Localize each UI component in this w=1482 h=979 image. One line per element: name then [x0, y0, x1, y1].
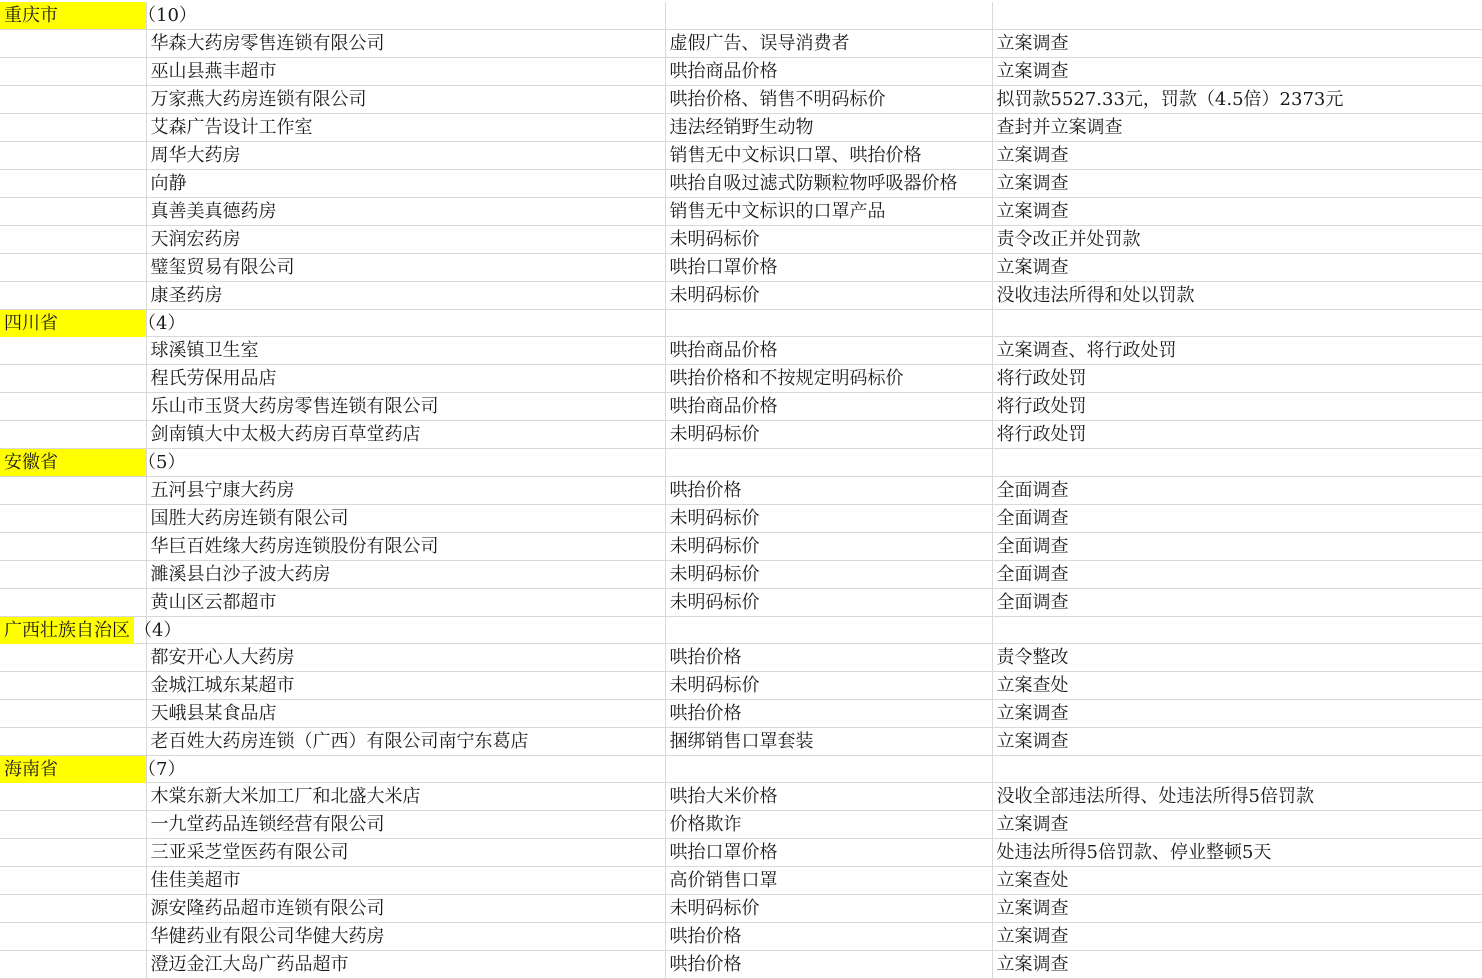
- violation-cell[interactable]: 虚假广告、误导消费者: [665, 29, 992, 57]
- empty-action-cell[interactable]: [992, 616, 1482, 643]
- empty-name-cell[interactable]: [146, 309, 665, 336]
- empty-province-cell[interactable]: [0, 532, 146, 560]
- province-header-row: [0, 449, 1482, 476]
- empty-name-cell[interactable]: [146, 756, 665, 783]
- violation-cell[interactable]: 未明码标价: [665, 421, 992, 449]
- empty-province-cell[interactable]: [0, 867, 146, 895]
- empty-province-cell[interactable]: [0, 337, 146, 365]
- empty-violation-cell[interactable]: [665, 2, 992, 29]
- empty-name-cell[interactable]: [146, 2, 665, 29]
- empty-province-cell[interactable]: [0, 672, 146, 700]
- violation-cell[interactable]: 未明码标价: [665, 532, 992, 560]
- violation-cell[interactable]: 哄抬价格: [665, 476, 992, 504]
- business-name-cell[interactable]: 澄迈金江大岛广药品超市: [146, 951, 665, 979]
- empty-province-cell[interactable]: [0, 253, 146, 281]
- province-count: （7）: [138, 759, 186, 781]
- empty-province-cell[interactable]: [0, 113, 146, 141]
- province-count: （4）: [138, 312, 186, 334]
- province-cell[interactable]: [0, 756, 186, 783]
- empty-province-cell[interactable]: [0, 588, 146, 616]
- violation-cell[interactable]: 未明码标价: [665, 895, 992, 923]
- business-name-cell[interactable]: 源安隆药品超市连锁有限公司: [146, 895, 665, 923]
- table-row: [0, 728, 1482, 756]
- action-cell[interactable]: 全面调查: [992, 532, 1482, 560]
- violation-cell[interactable]: 价格欺诈: [665, 811, 992, 839]
- action-cell[interactable]: 立案调查: [992, 811, 1482, 839]
- empty-province-cell[interactable]: [0, 951, 146, 979]
- violation-cell[interactable]: 哄抬口罩价格: [665, 253, 992, 281]
- table-row: [0, 783, 1482, 811]
- table-row: [0, 560, 1482, 588]
- province-cell[interactable]: [0, 449, 186, 476]
- violation-cell[interactable]: 哄抬大米价格: [665, 783, 992, 811]
- business-name-cell[interactable]: 周华大药房: [146, 141, 665, 169]
- business-name-cell[interactable]: 天峨县某食品店: [146, 700, 665, 728]
- action-cell[interactable]: 立案调查: [992, 700, 1482, 728]
- action-cell[interactable]: 立案调查: [992, 141, 1482, 169]
- empty-province-cell[interactable]: [0, 811, 146, 839]
- province-label: [0, 756, 186, 783]
- empty-province-cell[interactable]: [0, 476, 146, 504]
- empty-province-cell[interactable]: [0, 728, 146, 756]
- business-name-cell[interactable]: 老百姓大药房连锁（广西）有限公司南宁东葛店: [146, 728, 665, 756]
- table-row: [0, 337, 1482, 365]
- violation-cell[interactable]: 哄抬商品价格: [665, 337, 992, 365]
- violation-cell[interactable]: 哄抬价格: [665, 644, 992, 672]
- violation-cell[interactable]: 哄抬商品价格: [665, 393, 992, 421]
- action-cell[interactable]: 立案调查: [992, 169, 1482, 197]
- violation-cell[interactable]: 哄抬价格: [665, 923, 992, 951]
- empty-province-cell[interactable]: [0, 29, 146, 57]
- empty-action-cell[interactable]: [992, 309, 1482, 336]
- violation-cell[interactable]: 哄抬价格和不按规定明码标价: [665, 365, 992, 393]
- business-name-cell[interactable]: 向静: [146, 169, 665, 197]
- violation-cell[interactable]: 高价销售口罩: [665, 867, 992, 895]
- table-row: [0, 504, 1482, 532]
- business-name-cell[interactable]: 佳佳美超市: [146, 867, 665, 895]
- action-cell[interactable]: 立案调查: [992, 923, 1482, 951]
- empty-violation-cell[interactable]: [665, 449, 992, 476]
- action-cell[interactable]: 全面调查: [992, 504, 1482, 532]
- violation-cell[interactable]: 销售无中文标识口罩、哄抬价格: [665, 141, 992, 169]
- province-label: [4, 617, 181, 644]
- table-row: [0, 839, 1482, 867]
- province-cell[interactable]: [0, 616, 182, 643]
- province-header-row: [0, 616, 1482, 643]
- business-name-cell[interactable]: 一九堂药品连锁经营有限公司: [146, 811, 665, 839]
- violation-cell[interactable]: 捆绑销售口罩套装: [665, 728, 992, 756]
- table-row: [0, 169, 1482, 197]
- action-cell[interactable]: 查封并立案调查: [992, 113, 1482, 141]
- business-name-cell[interactable]: 三亚采芝堂医药有限公司: [146, 839, 665, 867]
- violation-cell[interactable]: 未明码标价: [665, 672, 992, 700]
- table-row: [0, 867, 1482, 895]
- province-cell[interactable]: [0, 309, 186, 336]
- empty-province-cell[interactable]: [0, 504, 146, 532]
- table-row: [0, 923, 1482, 951]
- action-cell[interactable]: 全面调查: [992, 560, 1482, 588]
- action-cell[interactable]: 立案查处: [992, 672, 1482, 700]
- table-row: [0, 951, 1482, 979]
- table-row: [0, 29, 1482, 57]
- table-row: [0, 141, 1482, 169]
- action-cell[interactable]: 没收全部违法所得、处违法所得5倍罚款: [992, 783, 1482, 811]
- spreadsheet-table: [0, 2, 1482, 979]
- table-row: [0, 113, 1482, 141]
- action-cell[interactable]: 全面调查: [992, 588, 1482, 616]
- empty-province-cell[interactable]: [0, 700, 146, 728]
- action-cell[interactable]: 立案调查: [992, 895, 1482, 923]
- business-name-cell[interactable]: 华巨百姓缘大药房连锁股份有限公司: [146, 532, 665, 560]
- province-cell[interactable]: [0, 2, 197, 29]
- table-row: [0, 588, 1482, 616]
- table-row: [0, 644, 1482, 672]
- province-name: 重庆市: [4, 5, 58, 26]
- action-cell[interactable]: 立案查处: [992, 867, 1482, 895]
- province-count: （4）: [134, 619, 182, 641]
- violation-cell[interactable]: 未明码标价: [665, 588, 992, 616]
- business-name-cell[interactable]: 万家燕大药房连锁有限公司: [146, 85, 665, 113]
- action-cell[interactable]: 立案调查: [992, 951, 1482, 979]
- violation-cell[interactable]: 未明码标价: [665, 225, 992, 253]
- table-row: [0, 811, 1482, 839]
- empty-province-cell[interactable]: [0, 895, 146, 923]
- business-name-cell[interactable]: 剑南镇大中太极大药房百草堂药店: [146, 421, 665, 449]
- province-name: 广西壮族自治区: [0, 617, 134, 644]
- business-name-cell[interactable]: 金城江城东某超市: [146, 672, 665, 700]
- empty-province-cell[interactable]: [0, 281, 146, 309]
- business-name-cell[interactable]: 康圣药房: [146, 281, 665, 309]
- table-row: [0, 281, 1482, 309]
- action-cell[interactable]: 将行政处罚: [992, 393, 1482, 421]
- business-name-cell[interactable]: 艾森广告设计工作室: [146, 113, 665, 141]
- business-name-cell[interactable]: 乐山市玉贤大药房零售连锁有限公司: [146, 393, 665, 421]
- action-cell[interactable]: 责令整改: [992, 644, 1482, 672]
- business-name-cell[interactable]: 濉溪县白沙子波大药房: [146, 560, 665, 588]
- empty-province-cell[interactable]: [0, 923, 146, 951]
- business-name-cell[interactable]: 华健药业有限公司华健大药房: [146, 923, 665, 951]
- table-row: [0, 476, 1482, 504]
- violation-cell[interactable]: 哄抬价格: [665, 700, 992, 728]
- empty-action-cell[interactable]: [992, 756, 1482, 783]
- province-name: 海南省: [4, 759, 58, 781]
- violation-cell[interactable]: 哄抬自吸过滤式防颗粒物呼吸器价格: [665, 169, 992, 197]
- action-cell[interactable]: 立案调查、将行政处罚: [992, 337, 1482, 365]
- business-name-cell[interactable]: 五河县宁康大药房: [146, 476, 665, 504]
- action-cell[interactable]: 没收违法所得和处以罚款: [992, 281, 1482, 309]
- province-name: 安徽省: [4, 452, 58, 474]
- empty-name-cell[interactable]: [146, 616, 665, 643]
- empty-province-cell[interactable]: [0, 393, 146, 421]
- business-name-cell[interactable]: 国胜大药房连锁有限公司: [146, 504, 665, 532]
- business-name-cell[interactable]: 球溪镇卫生室: [146, 337, 665, 365]
- empty-province-cell[interactable]: [0, 225, 146, 253]
- province-name: 四川省: [4, 312, 58, 334]
- table-row: [0, 421, 1482, 449]
- business-name-cell[interactable]: 木棠东新大米加工厂和北盛大米店: [146, 783, 665, 811]
- province-label: [0, 2, 197, 29]
- table-row: [0, 895, 1482, 923]
- empty-province-cell[interactable]: [0, 783, 146, 811]
- violation-cell[interactable]: 哄抬价格、销售不明码标价: [665, 85, 992, 113]
- violation-cell[interactable]: 违法经销野生动物: [665, 113, 992, 141]
- empty-action-cell[interactable]: [992, 2, 1482, 29]
- empty-province-cell[interactable]: [0, 365, 146, 393]
- violation-cell[interactable]: 销售无中文标识的口罩产品: [665, 197, 992, 225]
- action-cell[interactable]: 立案调查: [992, 197, 1482, 225]
- spreadsheet-body: [0, 2, 1482, 979]
- action-cell[interactable]: 立案调查: [992, 57, 1482, 85]
- province-label: [0, 449, 186, 476]
- table-row: [0, 225, 1482, 253]
- empty-name-cell[interactable]: [146, 449, 665, 476]
- province-header-row: [0, 309, 1482, 336]
- violation-cell[interactable]: 未明码标价: [665, 504, 992, 532]
- table-row: [0, 393, 1482, 421]
- empty-province-cell[interactable]: [0, 839, 146, 867]
- business-name-cell[interactable]: 璧玺贸易有限公司: [146, 253, 665, 281]
- province-label: [0, 310, 186, 337]
- table-row: [0, 365, 1482, 393]
- action-cell[interactable]: 立案调查: [992, 29, 1482, 57]
- empty-violation-cell[interactable]: [665, 756, 992, 783]
- table-row: [0, 197, 1482, 225]
- violation-cell[interactable]: 哄抬口罩价格: [665, 839, 992, 867]
- business-name-cell[interactable]: 程氏劳保用品店: [146, 365, 665, 393]
- province-header-row: [0, 2, 1482, 29]
- province-count: （5）: [138, 452, 186, 474]
- empty-province-cell[interactable]: [0, 644, 146, 672]
- action-cell[interactable]: 将行政处罚: [992, 421, 1482, 449]
- empty-violation-cell[interactable]: [665, 616, 992, 643]
- table-row: [0, 700, 1482, 728]
- action-cell[interactable]: 责令改正并处罚款: [992, 225, 1482, 253]
- table-row: [0, 57, 1482, 85]
- business-name-cell[interactable]: 华森大药房零售连锁有限公司: [146, 29, 665, 57]
- business-name-cell[interactable]: 都安开心人大药房: [146, 644, 665, 672]
- action-cell[interactable]: 拟罚款5527.33元，罚款（4.5倍）2373元: [992, 85, 1482, 113]
- violation-cell[interactable]: 哄抬价格: [665, 951, 992, 979]
- empty-province-cell[interactable]: [0, 197, 146, 225]
- business-name-cell[interactable]: 巫山县燕丰超市: [146, 57, 665, 85]
- action-cell[interactable]: 立案调查: [992, 728, 1482, 756]
- violation-cell[interactable]: 哄抬商品价格: [665, 57, 992, 85]
- table-row: [0, 85, 1482, 113]
- table-row: [0, 672, 1482, 700]
- empty-violation-cell[interactable]: [665, 309, 992, 336]
- empty-province-cell[interactable]: [0, 141, 146, 169]
- action-cell[interactable]: 处违法所得5倍罚款、停业整顿5天: [992, 839, 1482, 867]
- action-cell[interactable]: 全面调查: [992, 476, 1482, 504]
- empty-action-cell[interactable]: [992, 449, 1482, 476]
- table-row: [0, 253, 1482, 281]
- action-cell[interactable]: 将行政处罚: [992, 365, 1482, 393]
- violation-cell[interactable]: 未明码标价: [665, 281, 992, 309]
- violation-cell[interactable]: 未明码标价: [665, 560, 992, 588]
- empty-province-cell[interactable]: [0, 169, 146, 197]
- business-name-cell[interactable]: 天润宏药房: [146, 225, 665, 253]
- empty-province-cell[interactable]: [0, 85, 146, 113]
- table-row: [0, 532, 1482, 560]
- province-count: （10）: [138, 5, 197, 26]
- empty-province-cell[interactable]: [0, 560, 146, 588]
- province-header-row: [0, 756, 1482, 783]
- empty-province-cell[interactable]: [0, 421, 146, 449]
- business-name-cell[interactable]: 黄山区云都超市: [146, 588, 665, 616]
- empty-province-cell[interactable]: [0, 57, 146, 85]
- action-cell[interactable]: 立案调查: [992, 253, 1482, 281]
- business-name-cell[interactable]: 真善美真德药房: [146, 197, 665, 225]
